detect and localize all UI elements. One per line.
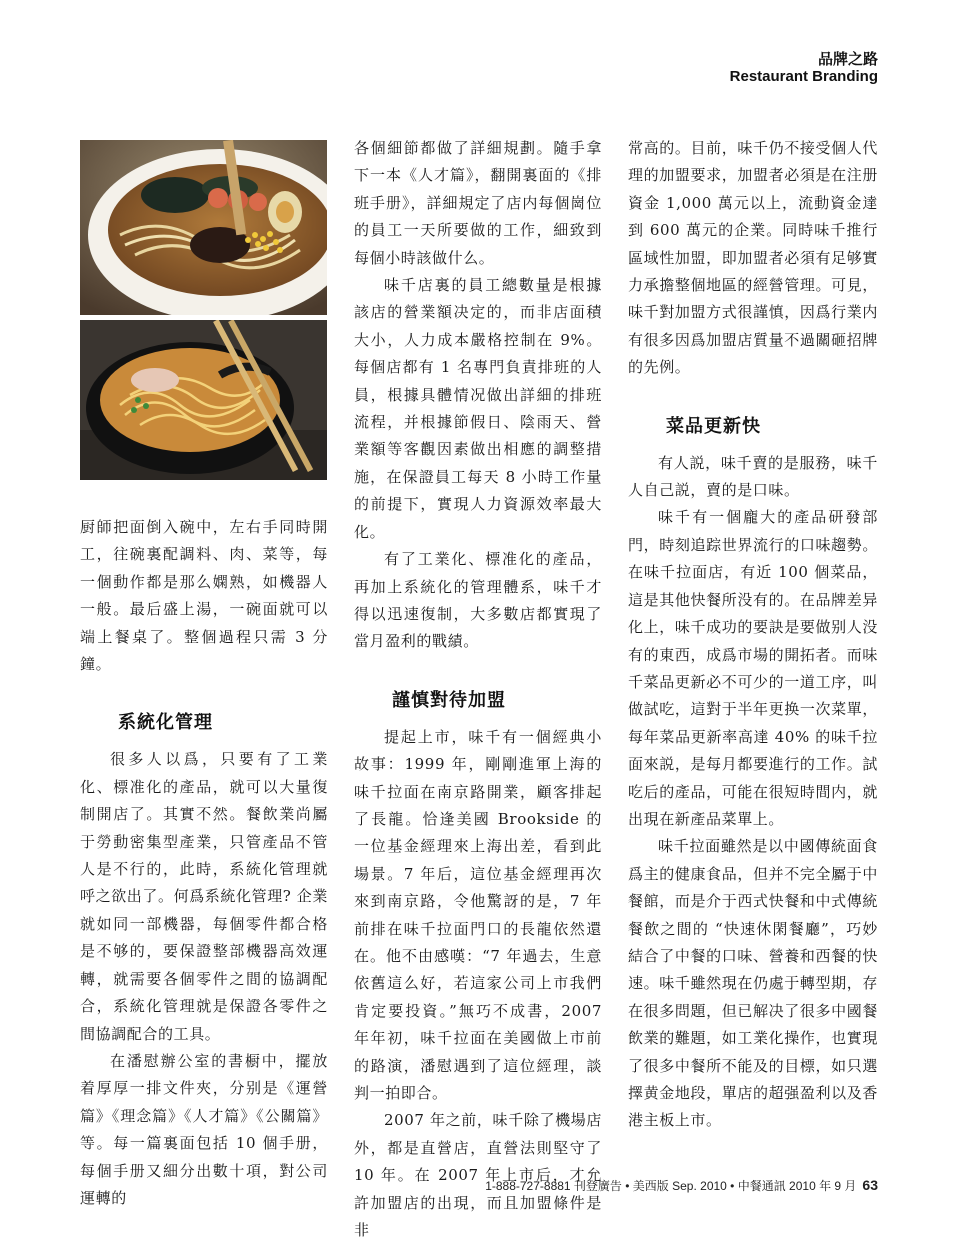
- paragraph-system-2: 在潘慰辦公室的書橱中，擺放着厚厚一排文件夾，分别是《運營篇》《理念篇》《人才篇》《公關篇》等。每一篇裏面包括 10 個手册，每個手册又細分出數十項，對公司運轉的: [80, 1051, 328, 1207]
- heading-franchise: 謹慎對待加盟: [392, 689, 506, 711]
- section-title-en: Restaurant Branding: [729, 68, 878, 85]
- paragraph-direct-stores: 2007 年之前，味千除了機場店外，都是直營店，直營法則堅守了 10 年。在 2007 年上市后，才允許加盟店的出現，而且加盟條件是非: [354, 1111, 602, 1240]
- heading-menu-update: 菜品更新快: [666, 415, 761, 437]
- section-title-zh: 品牌之路: [817, 50, 878, 68]
- ramen-photo-chopsticks: [80, 320, 327, 480]
- paragraph-system-1: 很多人以爲，只要有了工業化、標准化的產品，就可以大量復制開店了。其實不然。餐飲業尚屬于勞動密集型產業，只管產品不管人是不行的，此時，系統化管理就呼之欲出了。何爲系統化管理? 企業就如同一部機器，每個零件都合格是不够的，要保證整部機器高效運轉，就需要各個零件之間的協調配合，系統化管理就是保證各零件之間協調配合的工具。: [80, 750, 329, 1043]
- page-number: 63: [862, 1177, 878, 1193]
- paragraph-health-food: 味千拉面雖然是以中國傳統面食爲主的健康食品，但并不完全屬于中餐館，而是介于西式快餐和中式傳統餐飲之間的 “快速休閑餐廳”，巧妙結合了中餐的口味、營養和西餐的快速。味千雖然現在仍處于轉型期，存在很多問題，但已解决了很多中國餐飲業的難題，如工業化操作，也實現了很多中餐所不能及的目標，如只選擇黄金地段，單店的超强盈利以及香港主板上市。: [628, 837, 878, 1130]
- column-left: [80, 514, 328, 1212]
- paragraph-rnd: 味千有一個龐大的產品研發部門，時刻追踪世界流行的口味趨勢。在味千拉面店，有近 100 個菜品，這是其他快餐所没有的。在品牌差异化上，味千成功的要訣是要做别人没有的東西，成爲市場的開拓者。而味千菜品更新必不可少的一道工序，叫做試吃，這對于半年更换一次菜單，每年菜品更新率高達 40% 的味千拉面來説，是每月都要進行的工作。試吃后的產品，可能在很短時間内，就出現在新產品菜單上。: [628, 508, 878, 828]
- footer-text: 1-888-727-8881 刊登廣告 • 美西版 Sep. 2010 • 中餐通訊 2010 年 9 月: [485, 1179, 857, 1193]
- page-footer: [485, 1177, 878, 1194]
- paragraph-ipo-story: 提起上市，味千有一個經典小故事：1999 年，剛剛進軍上海的味千拉面在南京路開業，顧客排起了長龍。恰逢美國 Brookside 的一位基金經理來上海出差，看到此場景。7 年后，這位基金經理再次來到南京路，令他驚訝的是，7 年前排在味千拉面門口的長龍依然還在。他不由感嘆：“7 年過去，生意依舊這么好，若這家公司上市我們肯定要投資。”無巧不成書，2007 年年初，味千拉面在美國做上市前的路演，潘慰遇到了這位經理，談判一拍即合。: [354, 727, 602, 1102]
- paragraph-taste: 有人説，味千賣的是服務，味千人自己説，賣的是口味。: [628, 453, 878, 500]
- column-right: [628, 135, 878, 1135]
- paragraph-franchise-terms: 常高的。目前，味千仍不接受個人代理的加盟要求，加盟者必須是在注册資金 1,000 萬元以上，流動資金達到 600 萬元的企業。同時味千推行區域性加盟，即加盟者必須有足够實力承擔整個地區的經營管理。可見，味千對加盟方式很謹慎，因爲行業内有很多因爲加盟店質量不過關砸招牌的先例。: [628, 139, 878, 377]
- paragraph-result: 有了工業化、標准化的產品，再加上系統化的管理體系，味千才得以迅速復制，大多數店都實現了當月盈利的戰績。: [354, 550, 602, 651]
- paragraph-planning: 各個細節都做了詳細規劃。隨手拿下一本《人才篇》，翻開裏面的《排班手册》，詳細規定了店内每個崗位的員工一天所要做的工作，細致到每個小時該做什么。: [354, 139, 602, 267]
- ramen-photo-shrimp: [80, 140, 327, 315]
- paragraph-intro: 厨師把面倒入碗中，左右手同時開工，往碗裏配調料、肉、菜等，每一個動作都是那么嫻熟，如機器人一般。最后盛上湯，一碗面就可以端上餐桌了。整個過程只需 3 分鐘。: [80, 518, 328, 674]
- section-header: [730, 50, 878, 86]
- heading-system-management: 系統化管理: [118, 712, 213, 734]
- column-middle: [354, 135, 602, 1244]
- paragraph-staff: 味千店裏的員工總數量是根據該店的營業額决定的，而非店面積大小，人力成本嚴格控制在 9%。每個店都有 1 名專門負責排班的人員，根據具體情况做出詳細的排班流程，并根據節假日、陰雨天、營業額等客觀因素做出相應的調整措施，在保證員工每天 8 小時工作量的前提下，實現人力資源效率最大化。: [354, 276, 602, 541]
